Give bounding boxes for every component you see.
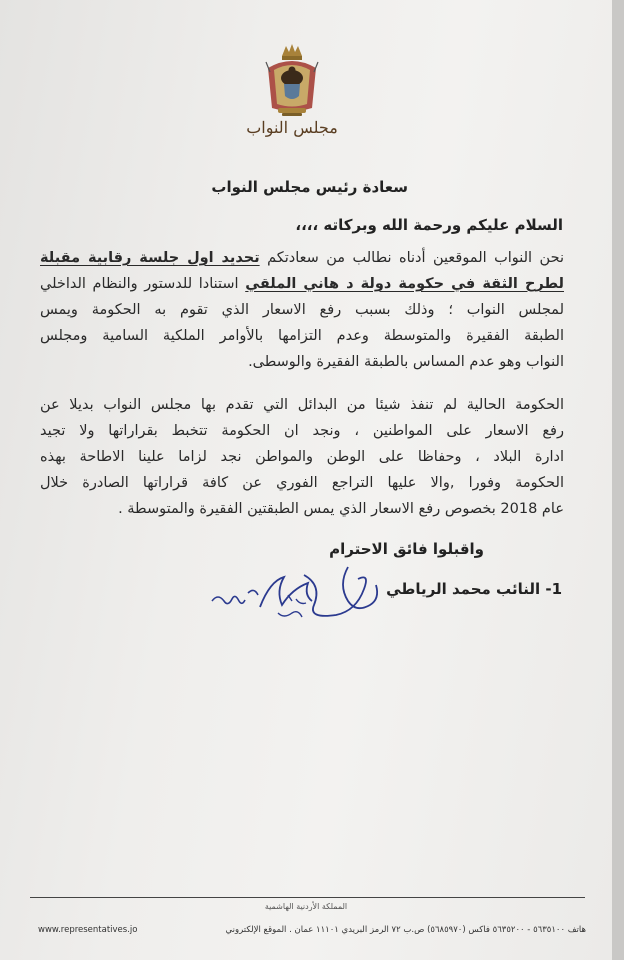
paragraph-line: رفع الاسعار على المواطنين ، ونجد ان الحكومة تتخبط بقراراتها ولا تجيد [40, 423, 564, 439]
highlight-text: تحديد اول جلسة رقابية مقبلة [40, 250, 260, 266]
paragraph-line: لمجلس النواب ؛ وذلك بسبب رفع الاسعار الذي تقوم به الحكومة ويمس [40, 302, 564, 318]
paragraph-reasons [40, 392, 564, 522]
paragraph-line: الحكومة الحالية لم تنفذ شيئا من البدائل التي تقدم بها مجلس النواب بديلا عن [40, 397, 564, 413]
footer-institution: المملكة الأردنية الهاشمية [264, 902, 348, 911]
greeting-line: السلام عليكم ورحمة الله وبركاته ،،،، [295, 216, 563, 234]
paragraph-line [40, 271, 564, 297]
paragraph-line: عام 2018 بخصوص رفع الاسعار الذي يمس الطبقتين الفقيرة والمتوسطة . [118, 501, 564, 517]
footer-contact: هاتف ٥٦٣٥١٠٠ - ٥٦٣٥٢٠٠ فاكس (٥٦٨٥٩٧٠) ص.ب ٧٢ الرمز البريدي ١١١٠١ عمان . الموقع الإلكتروني [225, 925, 586, 935]
line-text: نحن النواب الموقعين أدناه نطالب من سعادتكم [259, 250, 564, 266]
paragraph-line: الطبقة الفقيرة والمتوسطة وعدم التزامها بالأوامر الملكية السامية ومجلس [40, 328, 564, 344]
footer-website: www.representatives.jo [38, 925, 138, 935]
highlight-text: لطرح الثقة في حكومة دولة د هاني الملقي [245, 276, 564, 292]
paragraph-line: النواب وهو عدم المساس بالطبقة الفقيرة والوسطى. [248, 354, 564, 370]
footer-divider [30, 897, 585, 898]
paragraph-line [40, 245, 564, 271]
line-text: استنادا للدستور والنظام الداخلي [40, 276, 246, 292]
addressee-line: سعادة رئيس مجلس النواب [211, 178, 408, 196]
page-edge [612, 0, 624, 960]
closing-line: واقبلوا فائق الاحترام [329, 540, 484, 558]
paragraph-request [40, 245, 564, 375]
signer-name: 1- النائب محمد الرياطي [386, 580, 562, 598]
paragraph-line: ادارة البلاد ، وحفاظا على الوطن والمواطن نجد لزاما علينا الاطاحة بهذه [40, 449, 564, 465]
paragraph-line: الحكومة وفورا ,والا عليها التراجع الفوري عن كافة قراراتها الصادرة خلال [40, 475, 564, 491]
letterhead-caption: مجلس النواب [246, 118, 338, 137]
jordan-coat-of-arms-icon [262, 42, 322, 120]
